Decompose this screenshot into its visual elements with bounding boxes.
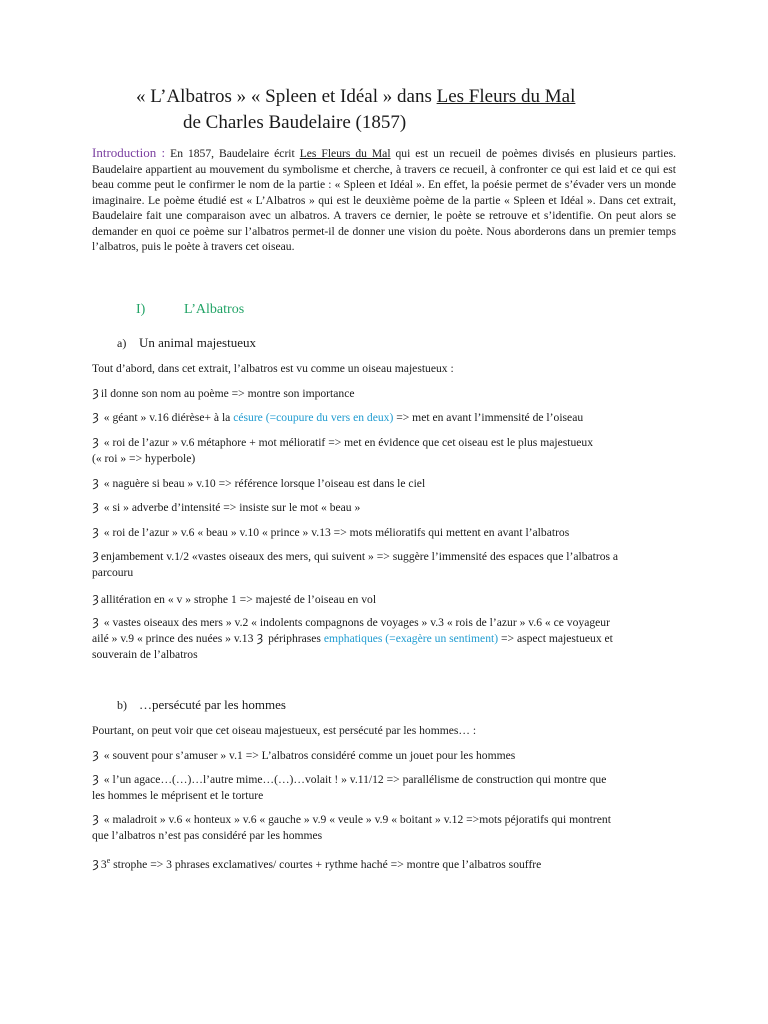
- list-item: Ȝ enjambement v.1/2 «vastes oiseaux des mers, qui suivent » => suggère l’immensité des espaces que l’albatros a parcouru: [92, 550, 619, 579]
- bullet-icon: Ȝ: [92, 436, 99, 449]
- bullet-icon: Ȝ: [92, 593, 99, 606]
- subsection-number: a): [117, 336, 127, 350]
- introduction-paragraph: [92, 145, 676, 255]
- subsection-heading-b: [117, 697, 286, 713]
- definition-highlight: emphatiques (=exagère un sentiment): [323, 632, 499, 645]
- bullet-icon: Ȝ: [92, 550, 99, 563]
- title-text: « L’Albatros » « Spleen et Idéal » dans: [136, 86, 437, 107]
- document-title: [136, 86, 575, 108]
- list-item: Ȝ « roi de l’azur » v.6 « beau » v.10 « prince » v.13 => mots mélioratifs qui mettent en avant l’albatros: [92, 526, 570, 539]
- document-subtitle: de Charles Baudelaire (1857): [183, 112, 407, 133]
- subsection-b-lead: Pourtant, on peut voir que cet oiseau majestueux, est persécuté par les hommes… :: [92, 724, 477, 737]
- list-item: Ȝ il donne son nom au poème => montre son importance: [92, 387, 355, 400]
- list-item: Ȝ « vastes oiseaux des mers » v.2 « indolents compagnons de voyages » v.3 « rois de l’azur » v.6 « ce voyageur ailé » v.9 « prince des nuées » v.13 Ȝ périphrases emphatiques (=exagère un sentiment) => aspect majestueux et souverain de l’albatros: [92, 616, 613, 661]
- list-item: Ȝ allitération en « v » strophe 1 => majesté de l’oiseau en vol: [92, 593, 377, 606]
- subsection-heading-a: [117, 335, 256, 351]
- introduction-label: Introduction :: [92, 145, 166, 160]
- bullet-icon: Ȝ: [92, 501, 99, 514]
- list-item: Ȝ « géant » v.16 diérèse+ à la césure (=coupure du vers en deux) => met en avant l’immensité de l’oiseau: [92, 411, 584, 424]
- bullet-icon: Ȝ: [92, 526, 99, 539]
- bullet-icon: Ȝ: [256, 632, 264, 645]
- bullet-icon: Ȝ: [92, 411, 99, 424]
- subsection-title: …persécuté par les hommes: [139, 697, 286, 712]
- title-book-name: Les Fleurs du Mal: [436, 86, 576, 107]
- bullet-icon: Ȝ: [92, 813, 99, 826]
- bullet-icon: Ȝ: [92, 749, 99, 762]
- list-item: Ȝ 3e strophe => 3 phrases exclamatives/ courtes + rythme haché => montre que l’albatros souffre: [92, 856, 542, 871]
- list-item: Ȝ « si » adverbe d’intensité => insiste sur le mot « beau »: [92, 501, 361, 514]
- intro-text-start: En 1857, Baudelaire écrit: [165, 147, 300, 160]
- bullet-icon: Ȝ: [92, 857, 99, 871]
- subsection-number: b): [117, 698, 127, 712]
- section-title: L’Albatros: [184, 302, 245, 317]
- bullet-icon: Ȝ: [92, 477, 99, 490]
- list-item: Ȝ « maladroit » v.6 « honteux » v.6 « gauche » v.9 « veule » v.9 « boitant » v.12 =>mots péjoratifs qui montrent que l’albatros n’est pas considéré par les hommes: [92, 813, 611, 842]
- list-item: Ȝ « l’un agace…(…)…l’autre mime…(…)…volait ! » v.11/12 => parallélisme de construction qui montre que les hommes le méprisent et le torture: [92, 773, 607, 802]
- definition-highlight: césure (=coupure du vers en deux): [233, 411, 394, 424]
- bullet-icon: Ȝ: [92, 387, 99, 400]
- subsection-title: Un animal majestueux: [139, 335, 256, 350]
- list-item: Ȝ « roi de l’azur » v.6 métaphore + mot mélioratif => met en évidence que cet oiseau est le plus majestueux (« roi » => hyperbole): [92, 436, 594, 465]
- intro-book-name: Les Fleurs du Mal: [299, 147, 391, 160]
- section-heading-1: [136, 302, 244, 318]
- bullet-icon: Ȝ: [92, 616, 99, 629]
- intro-text-rest: qui est un recueil de poèmes divisés en plusieurs parties. Baudelaire appartient au mouvement du symbolisme et cherche, à travers ce recueil, à confronter ce qui est laid et ce qui est beau comme peut le confirmer le nom de la partie : « Spleen et Idéal ». En effet, la poésie permet de s’évader vers un monde imaginaire. Le poème étudié est « L’Albatros » qui est le deuxième poème de la partie « Spleen et Idéal ». Dans cet extrait, Baudelaire fait une comparaison avec un albatros. A travers ce dernier, le poète se retrouve et s’identifie. On peut alors se demander en quoi ce poème sur l’albatros permet-il de donner une vision du poète. Nous aborderons dans un premier temps l’albatros, puis le poète à travers cet oiseau.: [92, 147, 677, 253]
- bullet-icon: Ȝ: [92, 773, 99, 786]
- list-item: Ȝ « souvent pour s’amuser » v.1 => L’albatros considéré comme un jouet pour les hommes: [92, 749, 516, 762]
- subsection-a-lead: Tout d’abord, dans cet extrait, l’albatros est vu comme un oiseau majestueux :: [92, 362, 454, 375]
- list-item: Ȝ « naguère si beau » v.10 => référence lorsque l’oiseau est dans le ciel: [92, 477, 426, 490]
- section-number: I): [136, 302, 146, 317]
